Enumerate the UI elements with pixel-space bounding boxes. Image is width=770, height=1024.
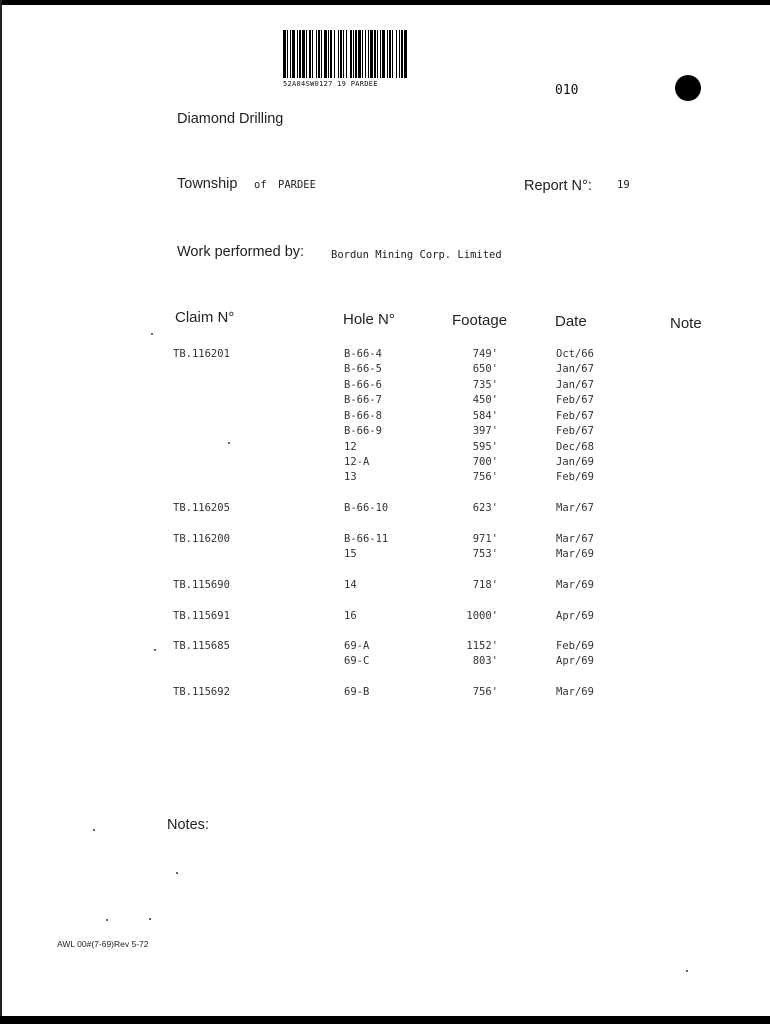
cell-hole: B-66-9 bbox=[344, 425, 382, 437]
cell-footage: 595' bbox=[472, 441, 498, 453]
table-row bbox=[0, 655, 770, 669]
table-row bbox=[0, 640, 770, 654]
cell-hole: B-66-8 bbox=[344, 410, 382, 422]
cell-date: Feb/67 bbox=[556, 394, 594, 406]
table-row bbox=[0, 502, 770, 516]
cell-date: Mar/67 bbox=[556, 502, 594, 514]
cell-date: Jan/69 bbox=[556, 456, 594, 468]
form-code: AWL 00#(7-69)Rev 5-72 bbox=[57, 939, 149, 949]
scan-speck bbox=[149, 918, 151, 920]
cell-hole: 12-A bbox=[344, 456, 370, 468]
table-row bbox=[0, 686, 770, 700]
cell-claim: TB.116205 bbox=[173, 502, 230, 514]
barcode bbox=[283, 30, 500, 78]
scan-speck bbox=[93, 829, 95, 831]
cell-date: Mar/67 bbox=[556, 533, 594, 545]
scan-speck bbox=[106, 919, 108, 921]
cell-hole: B-66-7 bbox=[344, 394, 382, 406]
township-label: Township bbox=[177, 176, 238, 192]
cell-hole: B-66-5 bbox=[344, 363, 382, 375]
scan-speck bbox=[686, 970, 688, 972]
cell-date: Apr/69 bbox=[556, 655, 594, 667]
cell-hole: 16 bbox=[344, 610, 357, 622]
cell-footage: 756' bbox=[472, 686, 498, 698]
cell-claim: TB.115685 bbox=[173, 640, 230, 652]
scan-speck bbox=[151, 333, 153, 335]
cell-date: Feb/67 bbox=[556, 425, 594, 437]
header-hole: Hole N° bbox=[343, 311, 395, 328]
report-value: 19 bbox=[617, 179, 630, 191]
cell-claim: TB.115692 bbox=[173, 686, 230, 698]
header-note: Note bbox=[670, 315, 702, 332]
cell-hole: 69-C bbox=[344, 655, 370, 667]
cell-hole: B-66-4 bbox=[344, 348, 382, 360]
cell-footage: 584' bbox=[472, 410, 498, 422]
work-label: Work performed by: bbox=[177, 244, 305, 260]
cell-date: Jan/67 bbox=[556, 363, 594, 375]
table-row bbox=[0, 379, 770, 393]
cell-date: Feb/67 bbox=[556, 410, 594, 422]
cell-hole: B-66-10 bbox=[344, 502, 389, 514]
cell-footage: 650' bbox=[472, 363, 498, 375]
cell-date: Apr/69 bbox=[556, 610, 594, 622]
bottom-scan-border bbox=[0, 1016, 770, 1024]
cell-hole: 14 bbox=[344, 579, 357, 591]
table-row bbox=[0, 441, 770, 455]
table-row bbox=[0, 471, 770, 485]
cell-hole: 12 bbox=[344, 441, 357, 453]
punch-hole bbox=[675, 75, 701, 101]
cell-footage: 623' bbox=[472, 502, 498, 514]
table-row bbox=[0, 363, 770, 377]
cell-hole: 69-A bbox=[344, 640, 370, 652]
scan-speck bbox=[154, 649, 156, 651]
cell-claim: TB.115690 bbox=[173, 579, 230, 591]
township-value: PARDEE bbox=[278, 179, 316, 191]
cell-hole: 69-B bbox=[344, 686, 370, 698]
cell-claim: TB.116201 bbox=[173, 348, 230, 360]
cell-date: Mar/69 bbox=[556, 579, 594, 591]
cell-footage: 803' bbox=[472, 655, 498, 667]
cell-footage: 718' bbox=[472, 579, 498, 591]
table-row bbox=[0, 610, 770, 624]
cell-footage: 450' bbox=[472, 394, 498, 406]
cell-hole: 15 bbox=[344, 548, 357, 560]
cell-footage: 397' bbox=[472, 425, 498, 437]
cell-footage: 749' bbox=[472, 348, 498, 360]
cell-footage: 753' bbox=[472, 548, 498, 560]
table-row bbox=[0, 548, 770, 562]
cell-hole: 13 bbox=[344, 471, 357, 483]
cell-date: Dec/68 bbox=[556, 441, 594, 453]
cell-date: Mar/69 bbox=[556, 686, 594, 698]
header-footage: Footage bbox=[452, 312, 508, 329]
table-row bbox=[0, 410, 770, 424]
cell-footage: 700' bbox=[472, 456, 498, 468]
cell-hole: B-66-6 bbox=[344, 379, 382, 391]
cell-date: Feb/69 bbox=[556, 471, 594, 483]
cell-claim: TB.116200 bbox=[173, 533, 230, 545]
cell-footage: 971' bbox=[472, 533, 498, 545]
report-label: Report N°: bbox=[524, 178, 592, 194]
table-row bbox=[0, 348, 770, 362]
header-date: Date bbox=[555, 313, 587, 330]
header-claim: Claim N° bbox=[175, 309, 235, 326]
table-row bbox=[0, 579, 770, 593]
township-connector: of bbox=[254, 179, 267, 191]
scan-speck bbox=[176, 872, 178, 874]
cell-claim: TB.115691 bbox=[173, 610, 230, 622]
scan-speck bbox=[228, 442, 230, 444]
cell-footage: 756' bbox=[472, 471, 498, 483]
table-row bbox=[0, 533, 770, 547]
table-row bbox=[0, 425, 770, 439]
cell-footage: 1000' bbox=[466, 610, 498, 622]
page-code: 010 bbox=[555, 83, 579, 98]
table-row bbox=[0, 394, 770, 408]
cell-hole: B-66-11 bbox=[344, 533, 389, 545]
top-scan-border bbox=[0, 0, 770, 5]
cell-date: Mar/69 bbox=[556, 548, 594, 560]
form-title: Diamond Drilling bbox=[177, 111, 284, 127]
cell-footage: 1152' bbox=[466, 640, 498, 652]
cell-date: Oct/66 bbox=[556, 348, 594, 360]
cell-date: Jan/67 bbox=[556, 379, 594, 391]
barcode-caption: 52A04SW0127 19 PARDEE bbox=[283, 80, 378, 88]
work-value: Bordun Mining Corp. Limited bbox=[331, 249, 502, 261]
cell-footage: 735' bbox=[472, 379, 498, 391]
notes-label: Notes: bbox=[167, 817, 209, 833]
cell-date: Feb/69 bbox=[556, 640, 594, 652]
table-row bbox=[0, 456, 770, 470]
